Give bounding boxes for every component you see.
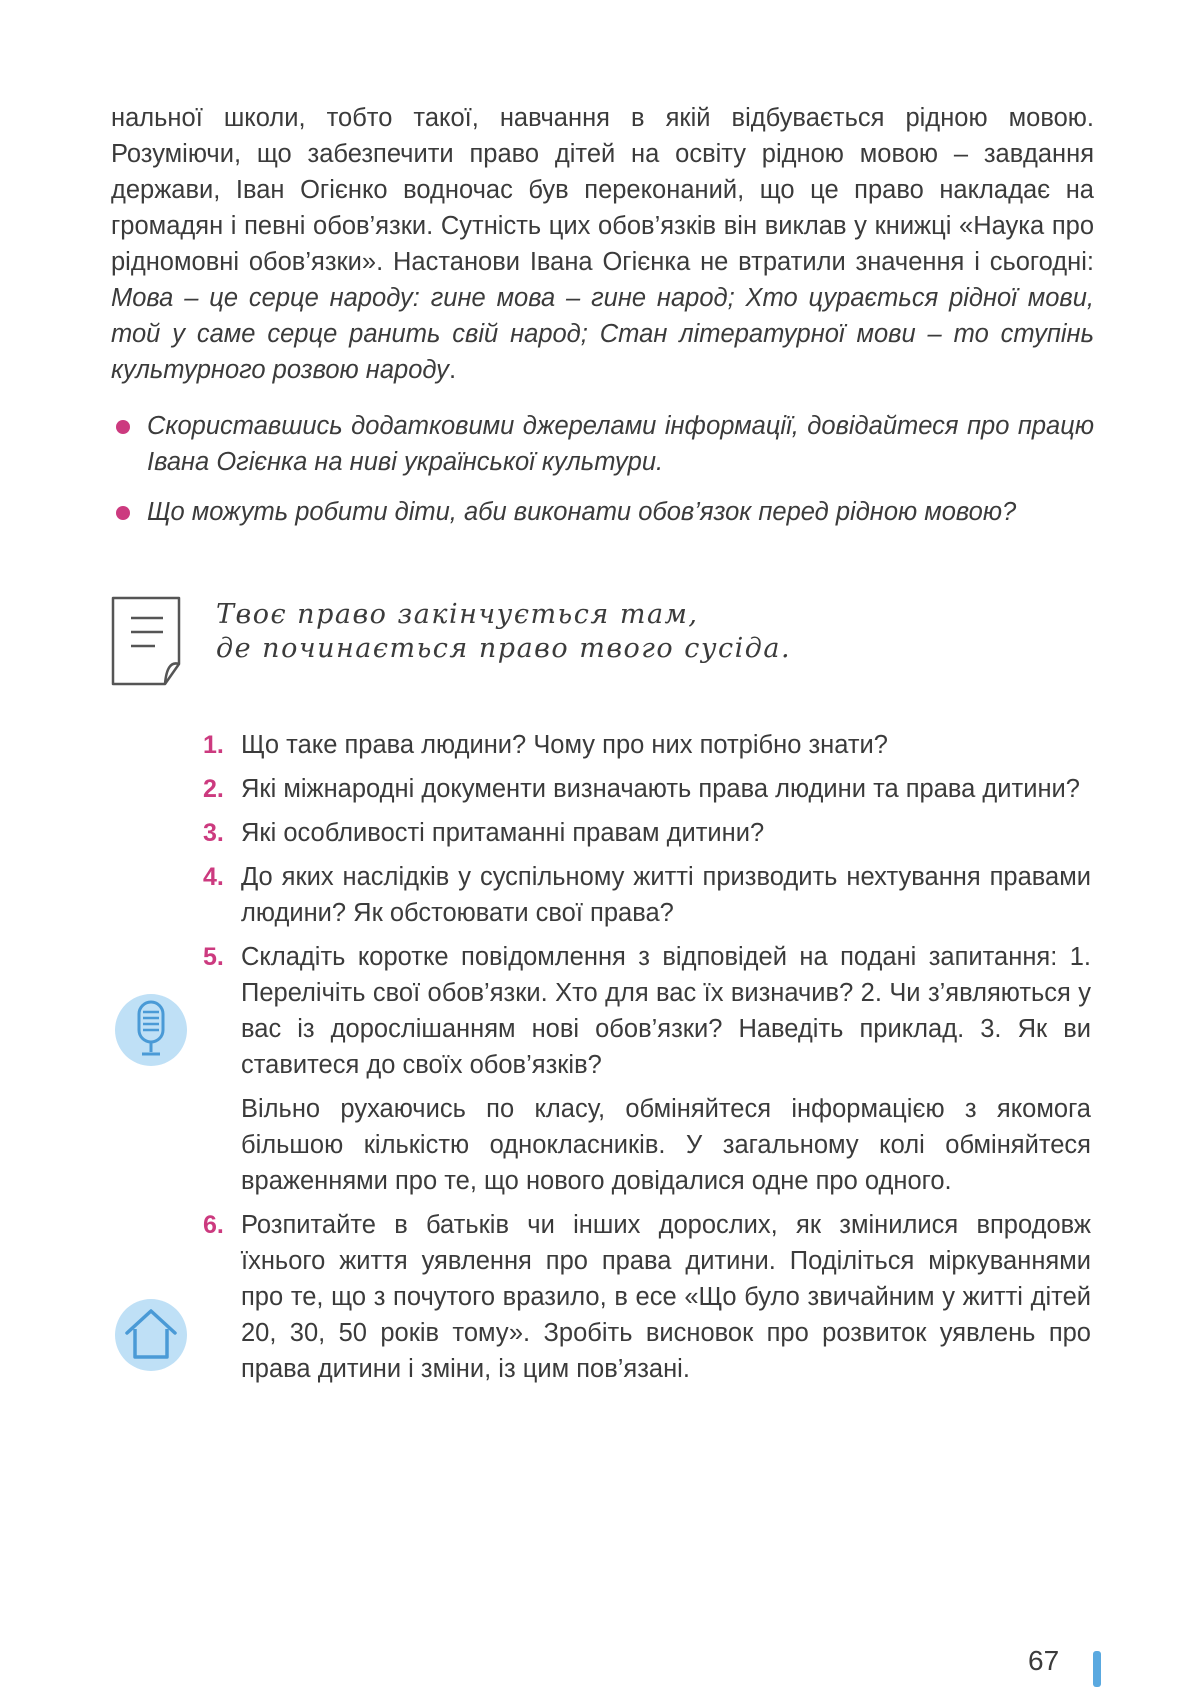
page-number: 67 [1028, 1645, 1060, 1676]
question-item [203, 859, 1091, 931]
question-item [203, 1207, 1091, 1387]
proverb-text [216, 598, 791, 666]
question-number: 6. [203, 1211, 224, 1239]
bullet-text: Що можуть робити діти, аби виконати обов’язок перед рідною мовою? [147, 498, 1017, 526]
intro-end: . [448, 356, 457, 384]
intro-quotes: Мова – це серце народу: гине мова – гине народ; Хто цурається рідної мови, той у саме серце ранить свій народ; Стан літературної мови – то ступінь культурного розвою народу [111, 284, 1094, 384]
proverb-line: де починається право твого сусіда. [216, 633, 792, 664]
page-marker [1093, 1651, 1101, 1687]
question-text: Розпитайте в батьків чи інших дорослих, як змінилися впродовж їхнього життя уявлення про права дитини. Поділіться міркуваннями про те, що з почутого вразило, в есе «Що було звичайним у житті дітей 20, 30, 50 років тому». Зробіть висновок про розвиток уявлень про права дитини і зміни, із цим пов’язані. [241, 1211, 1091, 1383]
bullet-dot [116, 420, 130, 434]
question-text: Які міжнародні документи визначають права людини та права дитини? [241, 775, 1080, 803]
question-text: Які особливості притаманні правам дитини? [241, 819, 765, 847]
bullet-item [111, 408, 1094, 480]
question-item [203, 939, 1091, 1199]
question-list [203, 727, 1091, 1395]
microphone-icon [115, 994, 187, 1066]
question-text: Що таке права людини? Чому про них потрібно знати? [241, 731, 888, 759]
question-item [203, 771, 1091, 807]
bullet-item [111, 494, 1094, 530]
question-number: 1. [203, 731, 224, 759]
question-item [203, 727, 1091, 763]
question-text: Складіть коротке повідомлення з відповідей на подані запитання: 1. Перелічіть свої обов’язки. Хто для вас їх визначив? 2. Чи з’являються у вас із дорослішанням нові обов’язки? Наведіть приклад. 3. Як ви ставитеся до своїх обов’язків? [241, 943, 1091, 1079]
proverb-line: Твоє право закінчується там, [216, 599, 699, 630]
question-number: 3. [203, 819, 224, 847]
proverb-block [109, 594, 1009, 694]
question-number: 4. [203, 863, 224, 891]
question-text: До яких наслідків у суспільному житті призводить нехтування правами людини? Як обстоювати свої права? [241, 863, 1091, 927]
question-number: 5. [203, 943, 224, 971]
question-number: 2. [203, 775, 224, 803]
home-icon [115, 1299, 187, 1371]
intro-text: нальної школи, тобто такої, навчання в якій відбувається рідною мовою. Розуміючи, що забезпечити право дітей на освіту рідною мовою – завдання держави, Іван Огієнко водночас був переконаний, що це право накладає на громадян і певні обов’язки. Сутність цих обов’язків він виклав у книжці «Наука про рідномовні обов’язки». Настанови Івана Огієнка не втратили значення і сьогодні: [111, 104, 1094, 276]
bullet-dot [116, 506, 130, 520]
question-extra-text: Вільно рухаючись по класу, обміняйтеся інформацією з якомога більшою кількістю однокласників. У загальному колі обміняйтеся враженнями про те, що нового довідалися одне про одного. [241, 1095, 1091, 1195]
bullet-text: Скориставшись додатковими джерелами інформації, довідайтеся про працю Івана Огієнка на ниві української культури. [147, 412, 1094, 476]
intro-paragraph [111, 100, 1094, 388]
question-item [203, 815, 1091, 851]
document-icon [109, 594, 189, 690]
bullet-list [111, 408, 1094, 544]
